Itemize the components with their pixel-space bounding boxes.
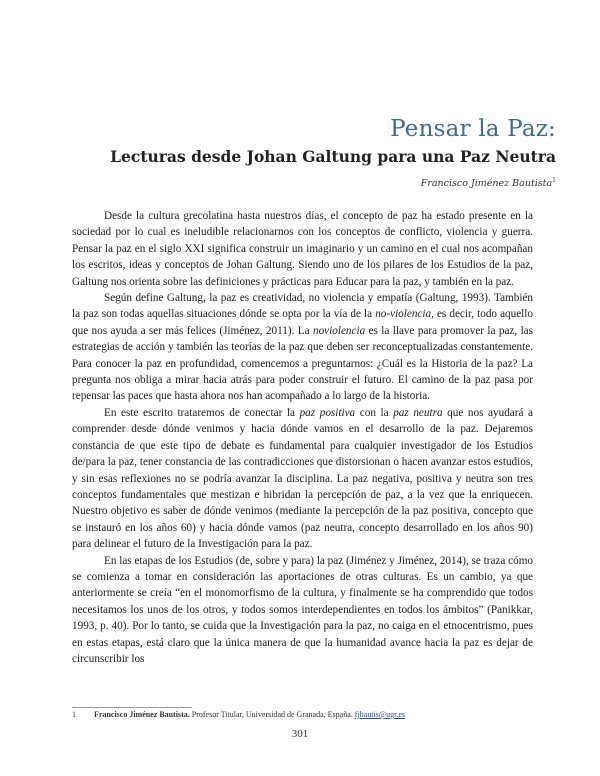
term-paz-positiva: paz positiva bbox=[299, 406, 356, 419]
article-body bbox=[72, 208, 533, 667]
footnote-divider bbox=[72, 707, 192, 708]
paragraph-2-text-b: , es decir, todo aquello que nos ayuda a ser más felices (Jiménez, 2011). La bbox=[72, 308, 533, 337]
footnote-author-name: Francisco Jiménez Bautista. bbox=[94, 710, 190, 719]
article-subtitle: Lecturas desde Johan Galtung para una Paz Neutra bbox=[110, 147, 556, 166]
paragraph-3 bbox=[72, 405, 533, 553]
author-name: Francisco Jiménez Bautista bbox=[420, 178, 553, 190]
footnote bbox=[72, 710, 542, 719]
term-no-violencia: no-violencia bbox=[375, 308, 432, 321]
paragraph-3-text-c: que nos ayudará a comprender desde dónde venimos y hacia dónde vamos en el desarrollo de la paz. Dejaremos constancia de que este tipo de debate es fundamental para cualquier investigador de los Estudios de/para la paz, tener constancia de las contradicciones que distorsionan o hacen avanzar estos estudios, y sin esas reflexiones no se podría avanzar la disciplina. La paz negativa, positiva y neutra son tres conceptos fundamentales que mestizan e hibridan la percepción de paz, a la vez que la enriquecen. Nuestro objetivo es saber de dónde venimos (mediante la percepción de la paz positiva, concepto que se instauró en los años 60) y hacia dónde vamos (paz neutra, concepto desarrollado en los años 90) para delinear el futuro de la Investigación para la paz. bbox=[72, 406, 534, 551]
author-footnote-marker[interactable]: 1 bbox=[552, 177, 556, 184]
page-number: 301 bbox=[291, 728, 309, 740]
paragraph-2-text-a: Según define Galtung, la paz es creatividad, no violencia y empatía (Galtung, 1993). También la paz son todas aquellas situaciones dónde se opta por la vía de la bbox=[72, 292, 533, 321]
term-paz-neutra: paz neutra bbox=[393, 406, 443, 419]
paragraph-2 bbox=[72, 290, 533, 405]
paragraph-3-text-a: En este escrito trataremos de conectar la bbox=[104, 406, 300, 419]
paragraph-1: Desde la cultura grecolatina hasta nuestros días, el concepto de paz ha estado presente en la sociedad por lo cual es ineludible relacionarnos con los conceptos de conflicto, violencia y guerra. Pensar la paz en el siglo XXI significa construir un imaginario y un camino en el cual nos acompañan los escritos, ideas y conceptos de Johan Galtung. Siendo uno de los pilares de los Estudios de la paz, Galtung nos orienta sobre las definiciones y prácticas para Educar para la paz, y también en la paz. bbox=[72, 210, 533, 288]
paragraph-4: En las etapas de los Estudios (de, sobre y para) la paz (Jiménez y Jiménez, 2014), se traza cómo se comienza a tomar en consideración las aportaciones de otras culturas. Es un cambio, ya que anteriormente se creía “en el monomorfismo de la cultura, y finalmente se ha comprendido que todos necesitamos los unos de los otros, y todos somos interdependientes en todos los ámbitos” (Panikkar, 1993, p. 40). Por lo tanto, se cuida que la Investigación para la paz, no caiga en el etnocentrismo, pues en estas etapas, está claro que la única manera de que la humanidad avance hacia la paz es dejar de circunscribir los bbox=[72, 554, 534, 665]
paragraph-2-text-c: es la llave para promover la paz, las estrategias de acción y también las teorías de la paz que deben ser reconceptualizadas constantemente. Para conocer la paz en profundidad, comencemos a preguntarnos: ¿Cuál es la Historia de la paz? La pregunta nos obliga a mirar hacia atrás para poder construir el futuro. El camino de la paz pasa por repensar las paces que hasta ahora nos han acompañado a lo largo de la historia. bbox=[72, 324, 534, 403]
footnote-email-link[interactable]: fjbautis@ugr.es bbox=[354, 710, 405, 719]
footnote-number: 1 bbox=[72, 710, 76, 719]
term-noviolencia: noviolencia bbox=[312, 324, 366, 337]
author-line bbox=[421, 177, 556, 189]
article-title: Pensar la Paz: bbox=[390, 116, 556, 142]
paragraph-3-text-b: con la bbox=[355, 406, 394, 419]
footnote-affiliation: Profesor Titular, Universidad de Granada, España. bbox=[189, 710, 355, 719]
